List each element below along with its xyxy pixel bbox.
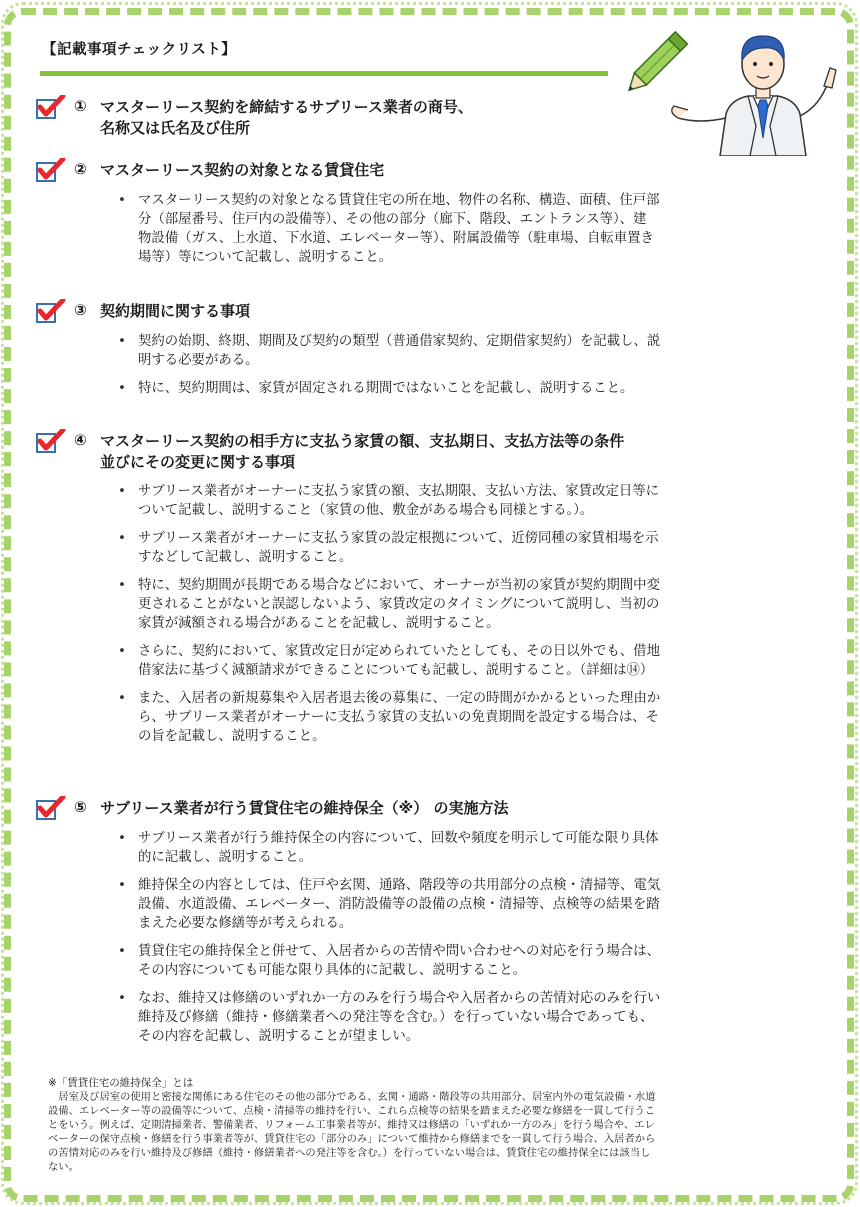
list-item: • さらに、契約において、家賃改定日が定められていたとしても、その日以外でも、借地 借家法に基づく減額請求ができることについても記載し、説明すること。（詳細は⑭） — [116, 642, 826, 680]
list-item: • なお、維持又は修繕のいずれか一方のみを行う場合や入居者からの苦情対応のみを行い 維持及び修繕（維持・修繕業者への発注等を含む。）を行っていない場合であっても、 その内容を記載し、説明することが望ましい。 — [116, 989, 826, 1046]
list-item: • サブリース業者がオーナーに支払う家賃の額、支払期限、支払い方法、家賃改定日等に ついて記載し、説明すること（家賃の他、敷金がある場合も同様とする。）。 — [116, 482, 826, 520]
checkmark-icon — [36, 299, 68, 323]
title-underline — [40, 71, 608, 76]
checkmark-icon — [36, 796, 68, 820]
section-items — [116, 829, 826, 1046]
section-number: ③ — [74, 301, 87, 319]
section-number: ④ — [74, 431, 87, 449]
list-item: • マスターリース契約の対象となる賃貸住宅の所在地、物件の名称、構造、面積、住戸部 分（部屋番号、住戸内の設備等）、その他の部分（廊下、階段、エントランス等）、建 物設備（ガス、上水道、下水道、エレベーター等）、附属設備等（駐車場、自転車置き 場等）等について記載し、説明すること。 — [116, 191, 826, 267]
checkmark-icon — [36, 429, 68, 453]
list-item: • また、入居者の新規募集や入居者退去後の募集に、一定の時間がかかるといった理由か ら、サブリース業者がオーナーに支払う家賃の支払いの免責期間を設定する場合は、そ の旨を記載し、説明すること。 — [116, 689, 826, 746]
checkmark-icon — [36, 95, 68, 119]
section-heading: マスターリース契約を締結するサブリース業者の商号、 名称又は氏名及び住所 — [100, 98, 473, 137]
page-title: 【記載事項チェックリスト】 — [42, 42, 237, 58]
list-item: • 契約の始期、終期、期間及び契約の類型（普通借家契約、定期借家契約）を記載し、説 明する必要がある。 — [116, 332, 826, 370]
list-item: • サブリース業者がオーナーに支払う家賃の設定根拠について、近傍同種の家賃相場を示 すなどして記載し、説明すること。 — [116, 529, 826, 567]
section-number: ⑤ — [74, 798, 87, 816]
section-heading: サブリース業者が行う賃貸住宅の維持保全（※） の実施方法 — [100, 799, 509, 817]
section-heading: マスターリース契約の対象となる賃貸住宅 — [100, 161, 385, 179]
list-item: • 特に、契約期間は、家賃が固定される期間ではないことを記載し、説明すること。 — [116, 379, 826, 398]
footnote-title: ※「賃貸住宅の維持保全」とは — [48, 1077, 194, 1089]
section-3 — [36, 301, 826, 407]
list-item: • 賃貸住宅の維持保全と併せて、入居者からの苦情や問い合わせへの対応を行う場合は、 その内容についても可能な限り具体的に記載し、説明すること。 — [116, 942, 826, 980]
section-heading: マスターリース契約の相手方に支払う家賃の額、支払期日、支払方法等の条件 並びにその変更に関する事項 — [100, 432, 625, 471]
list-item: • 維持保全の内容としては、住戸や玄関、通路、階段等の共用部分の点検・清掃等、電気 設備、水道設備、エレベーター、消防設備等の設備の点検・清掃等、点検等の結果を踏 まえた必要な修繕等が考えられる。 — [116, 876, 826, 933]
section-number: ① — [74, 97, 87, 115]
list-item: • サブリース業者が行う維持保全の内容について、回数や頻度を明示して可能な限り具体 的に記載し、説明すること。 — [116, 829, 826, 867]
section-5 — [36, 798, 826, 1055]
section-2 — [36, 160, 826, 276]
footnote-body: 居室及び居室の使用と密接な関係にある住宅のその他の部分である、玄関・通路・階段等の共用部分、居室内外の電気設備・水道 設備、エレベーター等の設備等について、点検・清掃等の維持を行い、これら点検等の結果を踏まえた必要な修繕を一貫して行うこ とをいう。例えば、定期清掃業者、警備業者、リフォーム工事業者等が、維持又は修繕の「いずれか一方のみ」を行う場合や、エレ ベーターの保守点検・修繕を行う事業者等が、賃貸住宅の「部分のみ」について維持から修繕までを一貫して行う場合、入居者から の苦情対応のみを行い維持及び修繕（維持・修繕業者への発注等を含む。）を行っていない場合は、賃貸住宅の維持保全には該当し ない。 — [48, 1091, 656, 1173]
section-items — [116, 191, 826, 267]
list-item: • 特に、契約期間が長期である場合などにおいて、オーナーが当初の家賃が契約期間中変 更されることがないと誤認しないよう、家賃改定のタイミングについて説明し、当初の 家賃が減額される場合があることを記載し、説明すること。 — [116, 576, 826, 633]
section-items — [116, 482, 826, 746]
section-items — [116, 332, 826, 398]
section-heading: 契約期間に関する事項 — [100, 302, 251, 320]
section-4 — [36, 431, 826, 755]
section-number: ② — [74, 160, 87, 178]
section-1 — [36, 97, 826, 139]
checkmark-icon — [36, 158, 68, 182]
